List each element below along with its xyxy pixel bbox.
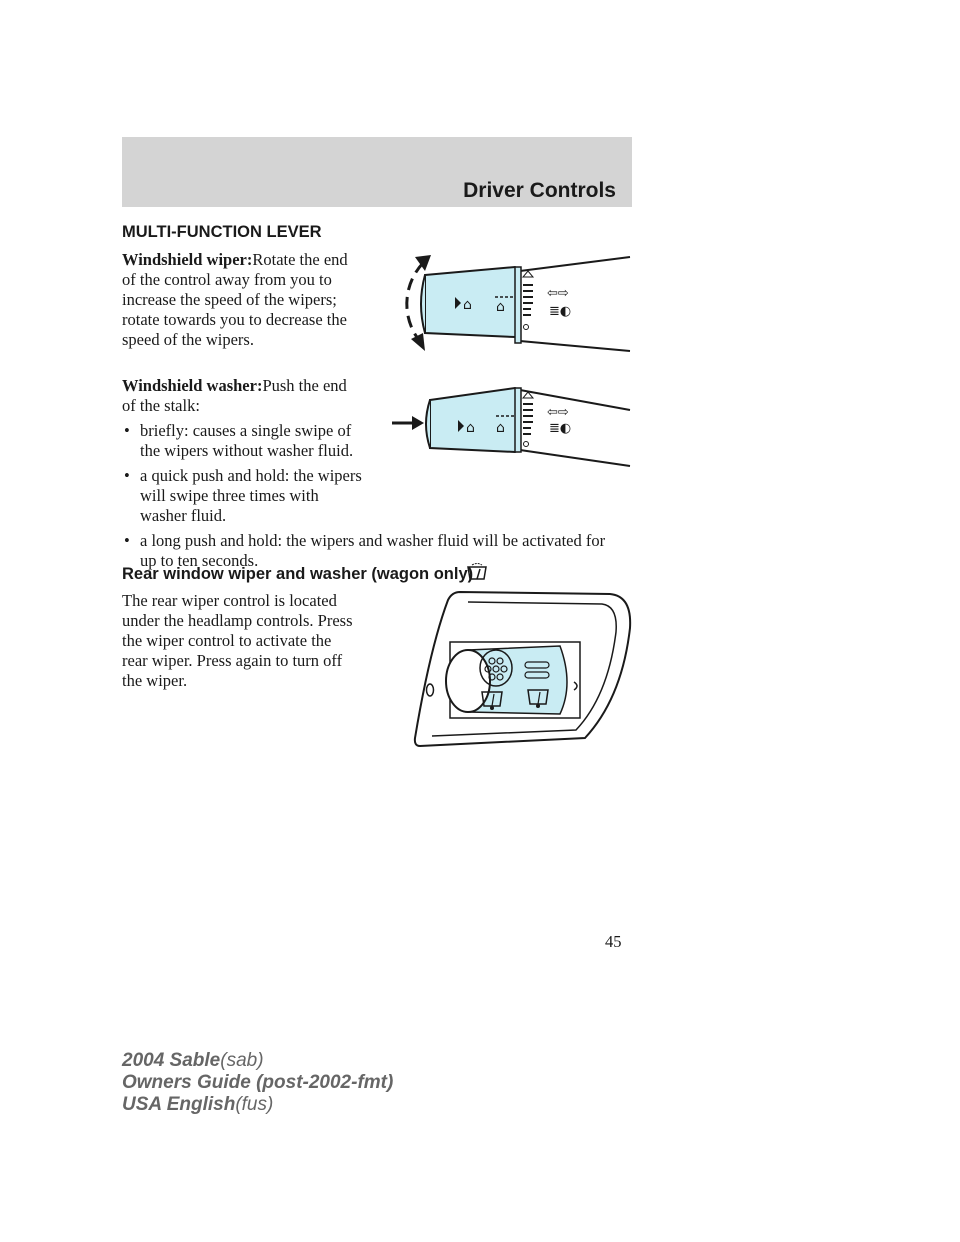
footer-guide: Owners Guide (post-2002-fmt) [122, 1072, 394, 1093]
page-number: 45 [605, 932, 622, 951]
svg-text:⌂: ⌂ [463, 297, 472, 313]
washer-bullet-continued: up to ten seconds. [140, 551, 259, 570]
wiper-rotate-illustration [395, 245, 635, 355]
washer-bullet-continued: washer fluid. [140, 506, 227, 525]
bullet-dot: • [124, 421, 130, 440]
svg-text:≣◐: ≣◐ [549, 304, 572, 319]
washer-text: Push the end [262, 376, 347, 395]
svg-text:⌂: ⌂ [466, 420, 475, 436]
svg-text:⇦⇨: ⇦⇨ [547, 286, 569, 301]
washer-paragraph-line [122, 376, 347, 396]
bullet-text: briefly: causes a single swipe of [140, 421, 352, 440]
footer-line [122, 1094, 393, 1116]
wiper-paragraph-line: speed of the wipers. [122, 330, 254, 349]
section-title: Driver Controls [463, 179, 616, 202]
wiper-paragraph-line: of the control away from you to [122, 270, 332, 289]
rear-paragraph-line: rear wiper. Press again to turn off [122, 651, 343, 670]
footer-line [122, 1050, 393, 1072]
footer-language-code: (fus) [235, 1094, 274, 1115]
washer-label: Windshield washer: [122, 376, 263, 395]
svg-text:⌂: ⌂ [496, 299, 505, 315]
wiper-paragraph-line: increase the speed of the wipers; [122, 290, 337, 309]
wiper-label: Windshield wiper: [122, 250, 253, 269]
rear-wiper-heading [122, 565, 473, 584]
svg-text:≣◐: ≣◐ [549, 421, 572, 436]
footer-model: 2004 Sable [122, 1050, 221, 1071]
rear-paragraph-line: the wiper. [122, 671, 188, 690]
washer-push-illustration [390, 370, 635, 470]
washer-bullet [122, 531, 605, 551]
rear-wiper-heading-text: Rear window wiper and washer (wagon only) [122, 565, 474, 583]
washer-bullet-continued: will swipe three times with [140, 486, 319, 505]
page-heading: MULTI-FUNCTION LEVER [122, 223, 322, 241]
bullet-dot: • [124, 531, 130, 550]
rear-wiper-icon [466, 563, 488, 581]
washer-paragraph-line: of the stalk: [122, 396, 200, 415]
washer-bullet-continued: the wipers without washer fluid. [140, 441, 354, 460]
header-band [122, 137, 632, 207]
footer-line [122, 1072, 393, 1094]
footer-language: USA English [122, 1094, 236, 1115]
washer-bullet [122, 466, 362, 486]
svg-text:⌂: ⌂ [496, 420, 505, 436]
footer [122, 1050, 393, 1116]
wiper-text: Rotate the end [252, 250, 348, 269]
footer-model-code: (sab) [220, 1050, 264, 1071]
bullet-text: a long push and hold: the wipers and washer fluid will be activated for [140, 531, 606, 550]
svg-text:⇦⇨: ⇦⇨ [547, 405, 569, 420]
wiper-paragraph-line [122, 250, 348, 270]
bullet-dot: • [124, 466, 130, 485]
rear-paragraph-line: the wiper control to activate the [122, 631, 332, 650]
washer-bullet [122, 421, 351, 441]
rear-paragraph-line: The rear wiper control is located [122, 591, 337, 610]
rear-wiper-control-illustration [410, 588, 635, 750]
rear-paragraph-line: under the headlamp controls. Press [122, 611, 353, 630]
wiper-paragraph-line: rotate towards you to decrease the [122, 310, 347, 329]
bullet-text: a quick push and hold: the wipers [140, 466, 362, 485]
